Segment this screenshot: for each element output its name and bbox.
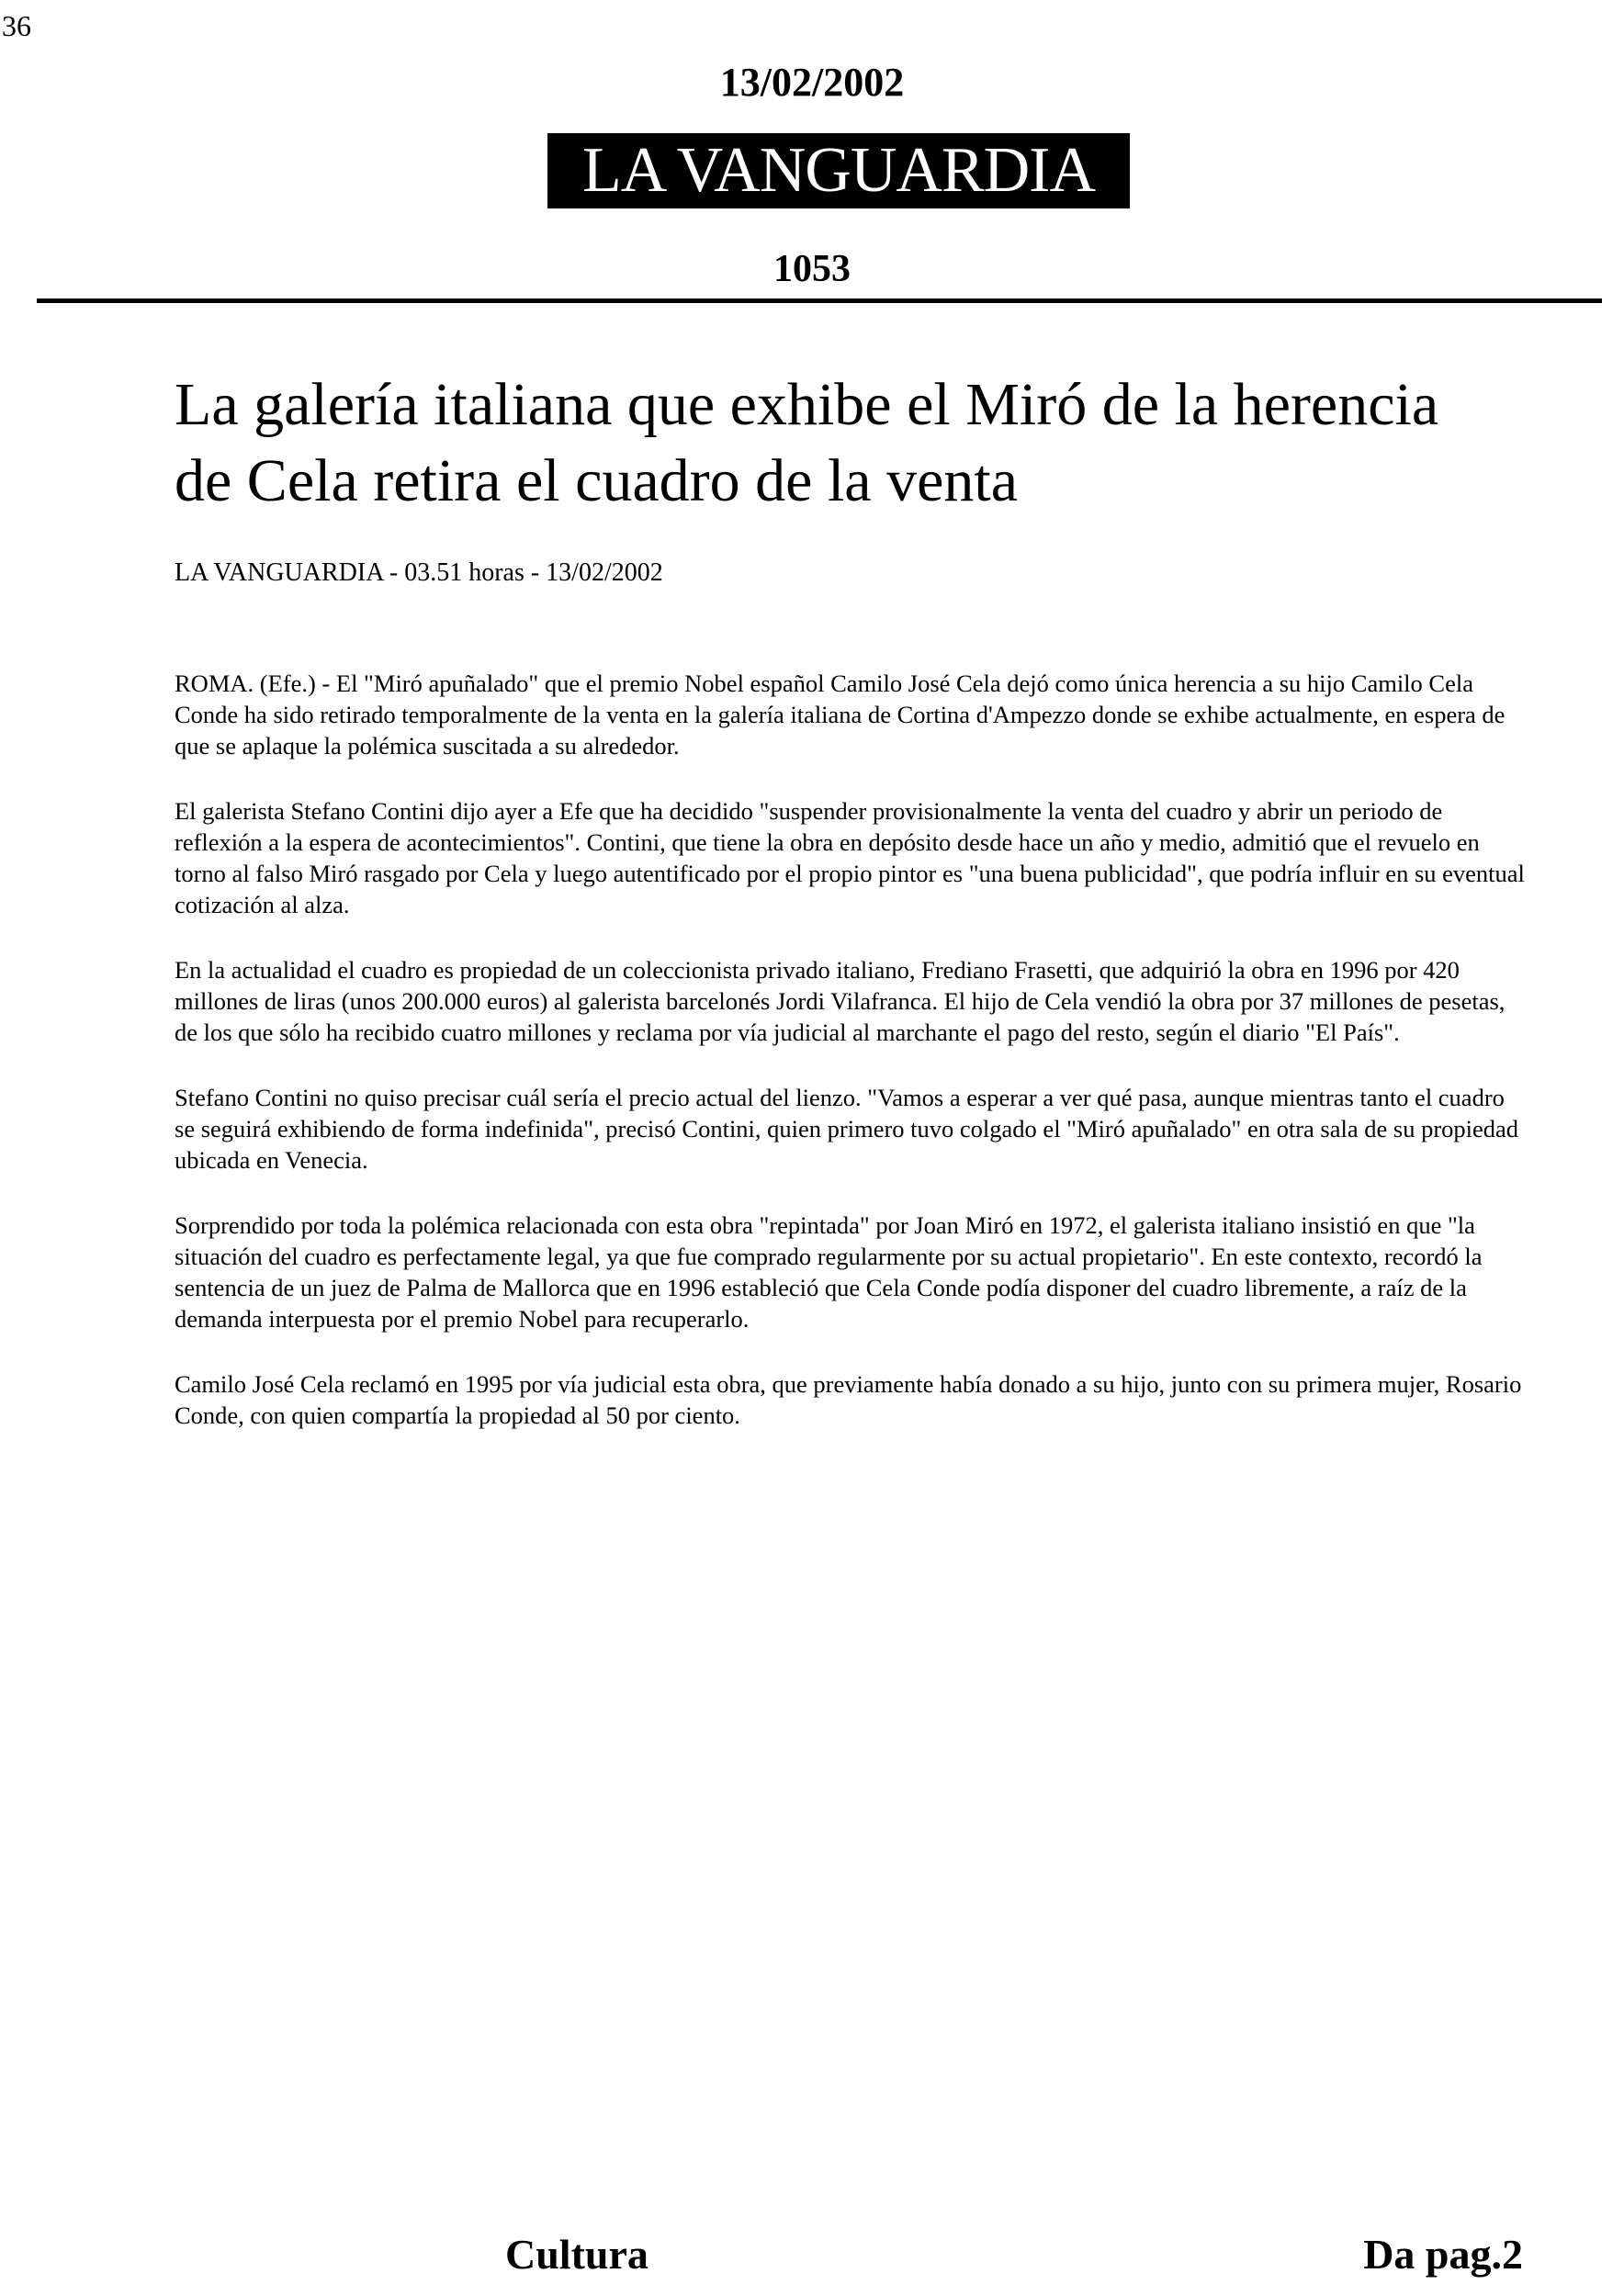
footer-section-label: Cultura	[505, 2231, 648, 2278]
masthead-label: LA VANGUARDIA	[581, 135, 1096, 206]
clipping-date: 13/02/2002	[719, 60, 905, 105]
article-paragraph: El galerista Stefano Contini dijo ayer a Efe que ha decidido "suspender provisionalmente la venta del cuadro y abrir un periodo de reflexión a la espera de acontecimientos". Contini, que tiene la obra en depósito desde hace un año y medio, admitió que el revuelo en torno al falso Miró rasgado por Cela y luego autentificado por el propio pintor es "una buena publicidad", que podría influir en su eventual cotización al alza.	[175, 796, 1525, 918]
article-paragraph: En la actualidad el cuadro es propiedad de un coleccionista privado italiano, Frediano Frasetti, que adquirió la obra en 1996 por 420 millones de liras (unos 200.000 euros) al galerista barcelonés Jordi Vilafranca. El hijo de Cela vendió la obra por 37 millones de pesetas, de los que sólo ha recibido cuatro millones y reclama por vía judicial al marchante el pago del resto, según el diario "El País".	[175, 955, 1506, 1046]
headline-line-2: de Cela retira el cuadro de la venta	[175, 446, 1019, 514]
article-paragraph: Sorprendido por toda la polémica relacionada con esta obra "repintada" por Joan Miró en 1972, el galerista italiano insistió en que "la situación del cuadro es perfectamente legal, ya que fue comprado regularmente por su actual propietario". En este contexto, recordó la sentencia de un juez de Palma de Mallorca que en 1996 estableció que Cela Conde podía disponer del cuadro libremente, a raíz de la demanda interpuesta por el premio Nobel para recuperarlo.	[175, 1210, 1483, 1333]
header-divider	[37, 298, 1602, 303]
article-headline	[175, 367, 1525, 519]
article-paragraph: ROMA. (Efe.) - El "Miró apuñalado" que el premio Nobel español Camilo José Cela dejó como única herencia a su hijo Camilo Cela Conde ha sido retirado temporalmente de la venta en la galería italiana de Cortina d'Ampezzo donde se exhibe actualmente, en espera de que se aplaque la polémica suscitada a su alrededor.	[175, 669, 1506, 760]
newspaper-masthead	[547, 133, 1130, 208]
page-number: 36	[2, 9, 31, 42]
clipping-number: 1053	[773, 248, 851, 290]
article-byline: LA VANGUARDIA - 03.51 horas - 13/02/2002	[175, 558, 663, 587]
footer-page-reference: Da pag.2	[1363, 2231, 1523, 2278]
article-paragraph: Camilo José Cela reclamó en 1995 por vía judicial esta obra, que previamente había donado a su hijo, junto con su primera mujer, Rosario Conde, con quien compartía la propiedad al 50 por ciento.	[175, 1369, 1522, 1429]
article	[175, 367, 1525, 1465]
headline-line-1: La galería italiana que exhibe el Miró de la herencia	[175, 371, 1439, 438]
article-paragraph: Stefano Contini no quiso precisar cuál sería el precio actual del lienzo. "Vamos a esperar a ver qué pasa, aunque mientras tanto el cuadro se seguirá exhibiendo de forma indefinida", precisó Contini, quien primero tuvo colgado el "Miró apuñalado" en otra sala de su propiedad ubicada en Venecia.	[175, 1083, 1519, 1174]
